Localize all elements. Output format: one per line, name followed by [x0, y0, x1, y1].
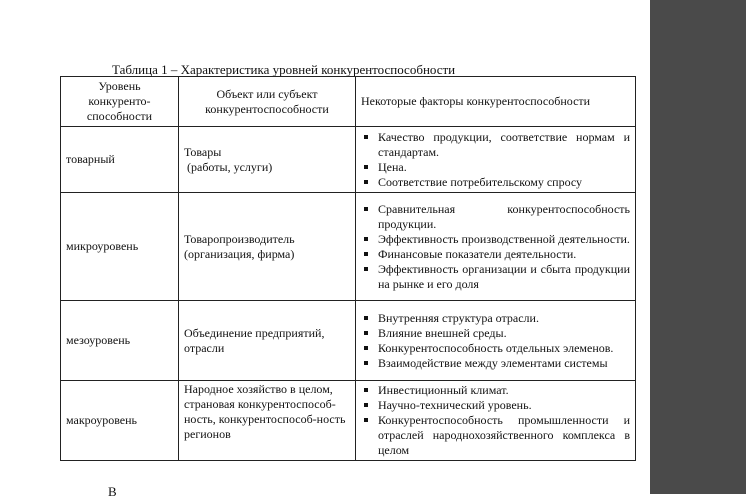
row-level: товарный [61, 127, 179, 193]
factor-item: Внутренняя структура отрасли. [361, 311, 630, 326]
header-level: Уровень конкуренто-способности [61, 77, 179, 127]
row-factors [356, 381, 636, 461]
table-header-row [61, 77, 636, 127]
table-row [61, 301, 636, 381]
row-object [179, 127, 356, 193]
table-caption: Таблица 1 – Характеристика уровней конкурентоспособности [112, 62, 456, 77]
row-factors [356, 193, 636, 301]
factor-item: Инвестиционный климат. [361, 383, 630, 398]
row-object [179, 301, 356, 381]
object-text: Объединение предприятий, отрасли [184, 325, 325, 355]
row-object [179, 193, 356, 301]
table-row [61, 193, 636, 301]
header-factors: Некоторые факторы конкурентоспособности [356, 77, 636, 127]
factor-item: Эффективность организации и сбыта продукции на рынке и его доля [361, 262, 630, 292]
factor-item: Научно-технический уровень. [361, 398, 630, 413]
row-level: мезоуровень [61, 301, 179, 381]
factor-item: Финансовые показатели деятельности. [361, 247, 630, 262]
row-object [179, 381, 356, 461]
row-level: микроуровень [61, 193, 179, 301]
header-object: Объект или субъект конкурентоспособности [179, 77, 356, 127]
row-level: макроуровень [61, 381, 179, 461]
competitiveness-table [60, 76, 636, 461]
factor-item: Конкурентоспособность промышленности и отраслей народнохозяйственного комплекса в целом [361, 413, 630, 458]
body-text-fragment: В [108, 484, 117, 499]
viewer-side-panel [650, 0, 746, 494]
factor-item: Взаимодействие между элементами системы [361, 356, 630, 371]
row-factors [356, 301, 636, 381]
table-row [61, 127, 636, 193]
factor-item: Эффективность производственной деятельности. [361, 232, 630, 247]
row-factors [356, 127, 636, 193]
factor-item: Соответствие потребительскому спросу [361, 175, 630, 190]
object-text: Народное хозяйство в целом, страновая конкурентоспособ-ность, конкурентоспособ-ность регионов [184, 382, 346, 441]
factor-item: Конкурентоспособность отдельных элеменов. [361, 341, 630, 356]
factor-item: Влияние внешней среды. [361, 326, 630, 341]
object-text: Товары (работы, услуги) [184, 144, 273, 174]
factor-item: Сравнительная конкурентоспособность продукции. [361, 202, 630, 232]
factor-item: Цена. [361, 160, 630, 175]
table-row [61, 381, 636, 461]
factor-item: Качество продукции, соответствие нормам и стандартам. [361, 130, 630, 160]
object-text: Товаропроизводитель (организация, фирма) [184, 231, 295, 261]
